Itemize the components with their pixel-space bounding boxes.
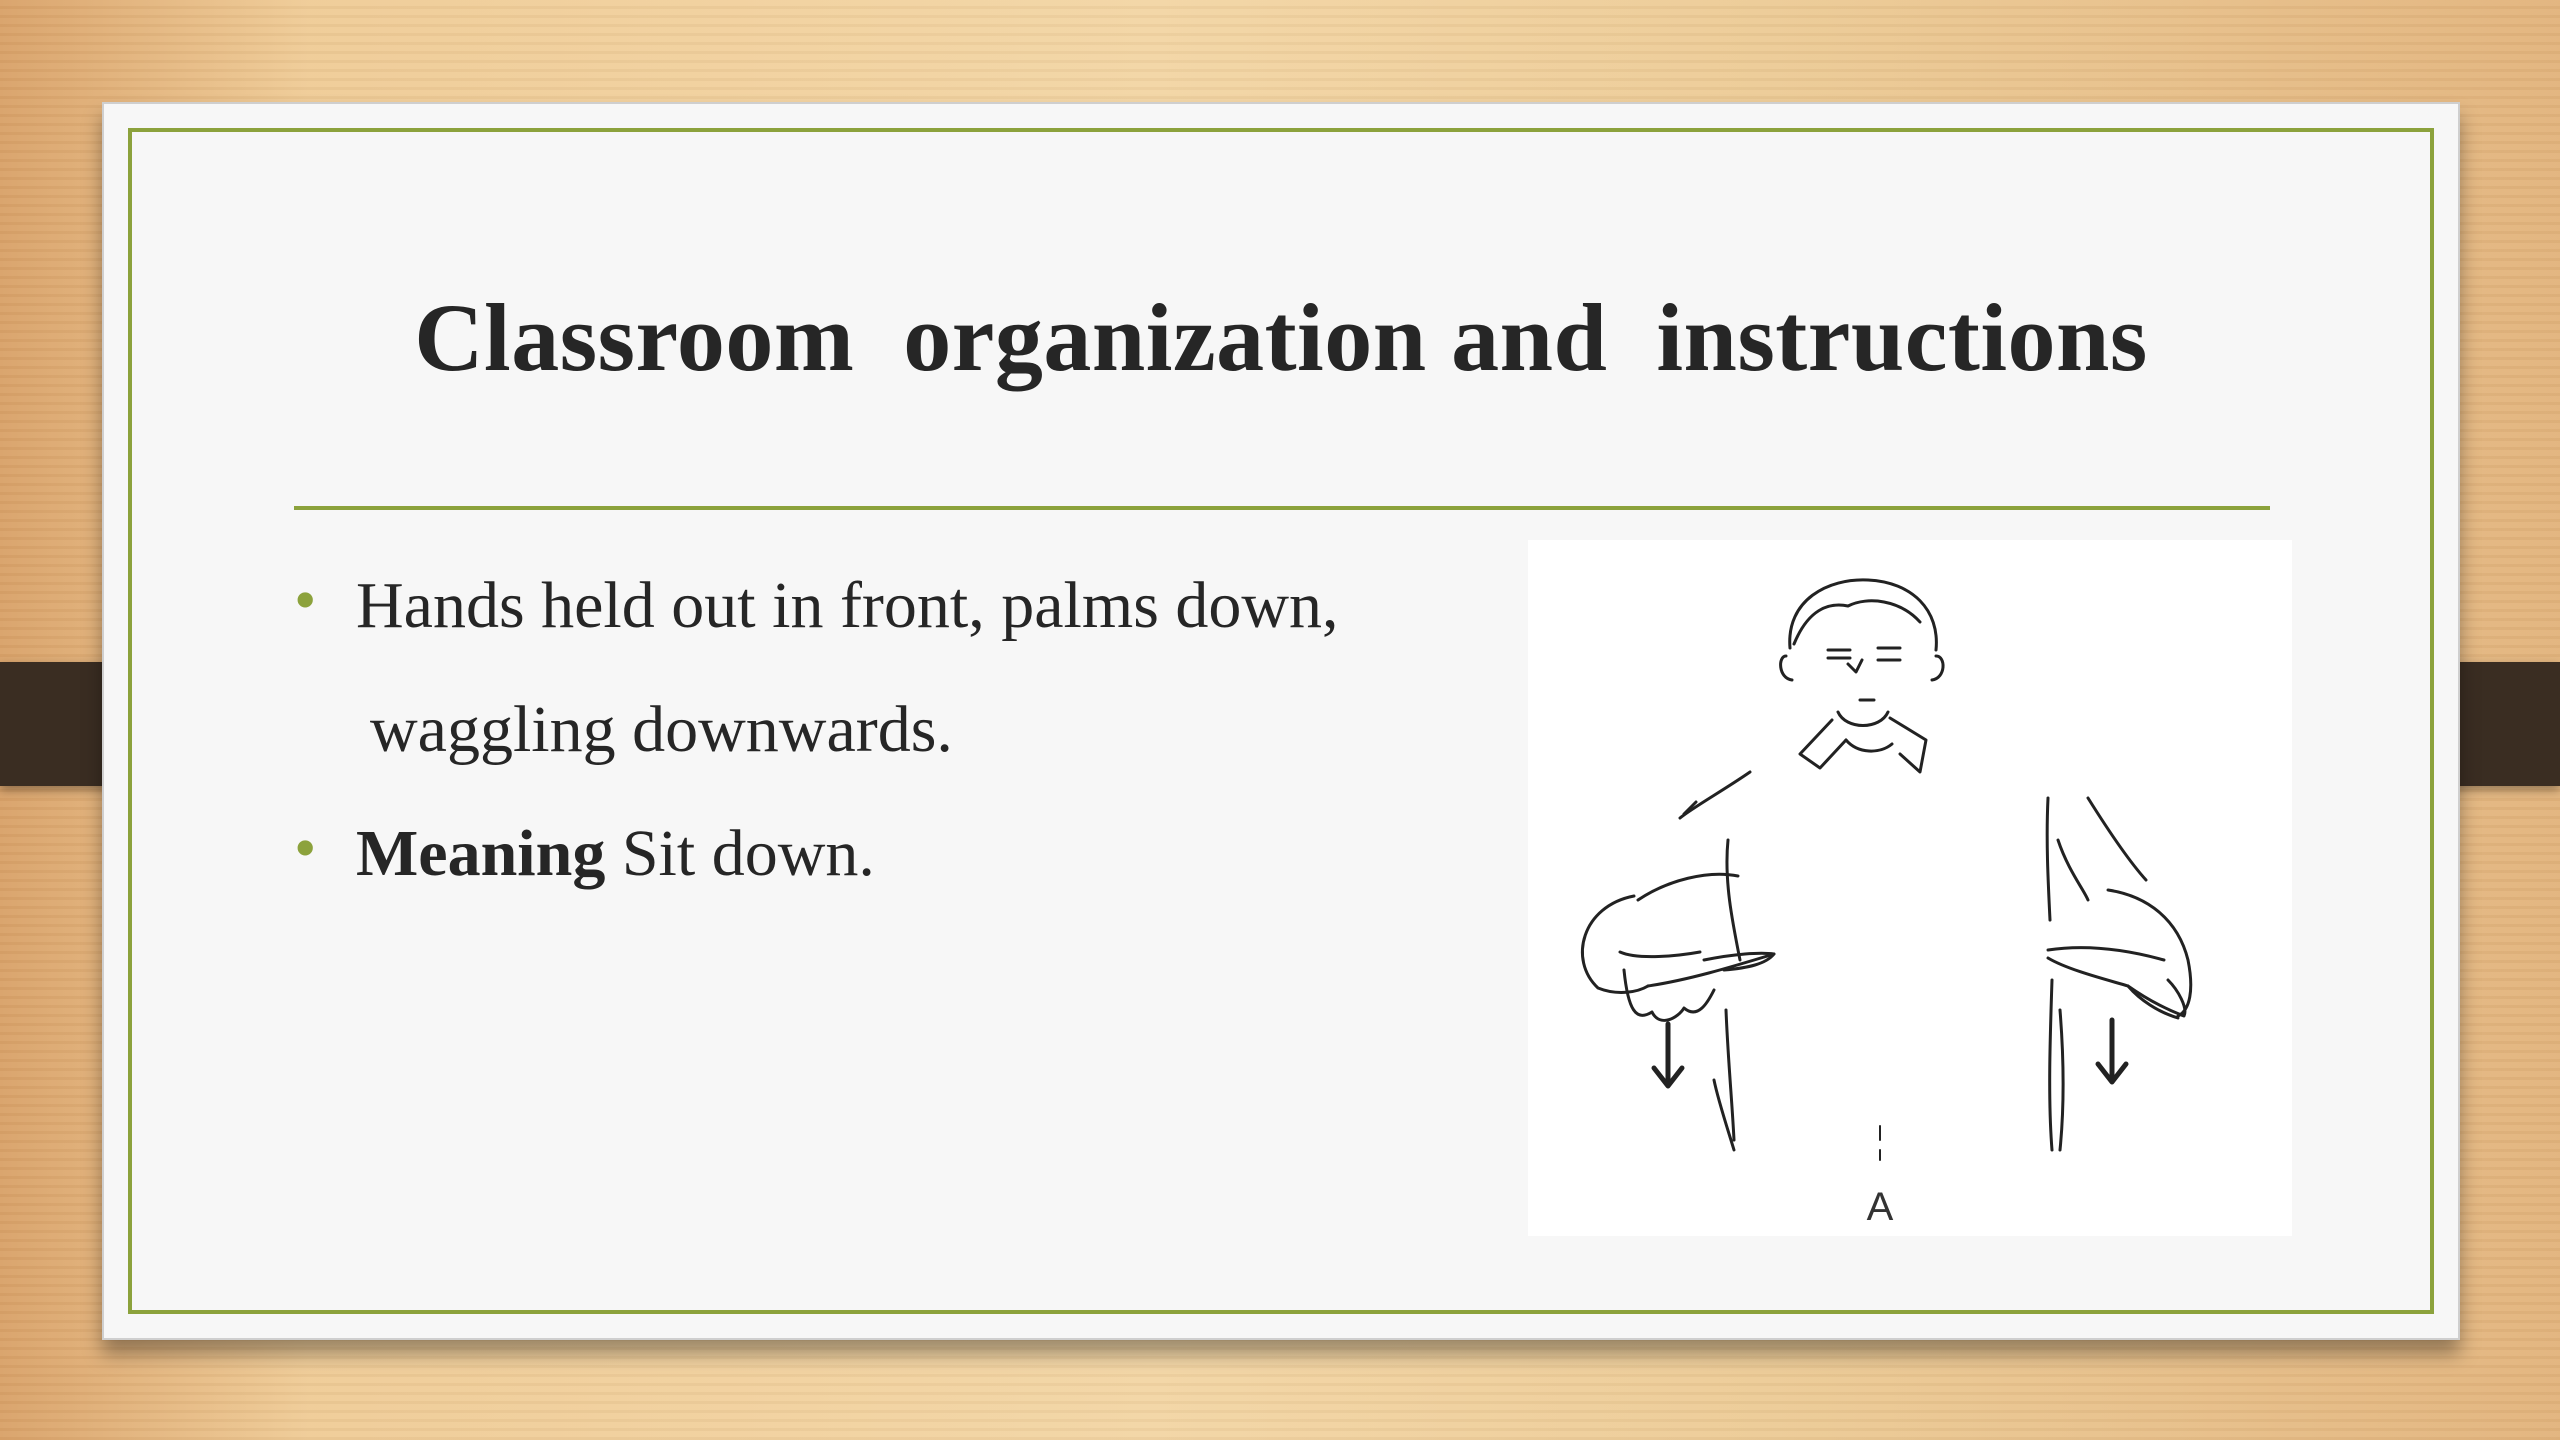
figure-left-arm: [1582, 772, 1774, 1150]
sign-language-figure: [1528, 540, 2292, 1236]
down-arrow-left-icon: [1654, 1024, 1682, 1086]
figure-caption: A: [1866, 1185, 1894, 1229]
bullet-dot: •: [294, 564, 317, 635]
bullet-item-description: [294, 544, 1594, 792]
down-arrow-right-icon: [2098, 1020, 2126, 1082]
bullet-dot: •: [294, 812, 317, 883]
slide-title: Classroom organization and instructions: [414, 284, 2148, 391]
figure-head: [1781, 580, 1943, 726]
slide: [102, 102, 2460, 1340]
bullet-text-line2: waggling downwards.: [370, 693, 953, 766]
title-divider: [294, 506, 2270, 510]
bullet-text-line1: Hands held out in front, palms down,: [356, 569, 1339, 642]
bullet-list: [294, 544, 1594, 916]
meaning-label: Meaning: [356, 817, 606, 890]
bullet-item-meaning: [294, 792, 1594, 916]
meaning-text: Sit down.: [605, 817, 875, 890]
figure-right-arm: [2047, 798, 2191, 1150]
